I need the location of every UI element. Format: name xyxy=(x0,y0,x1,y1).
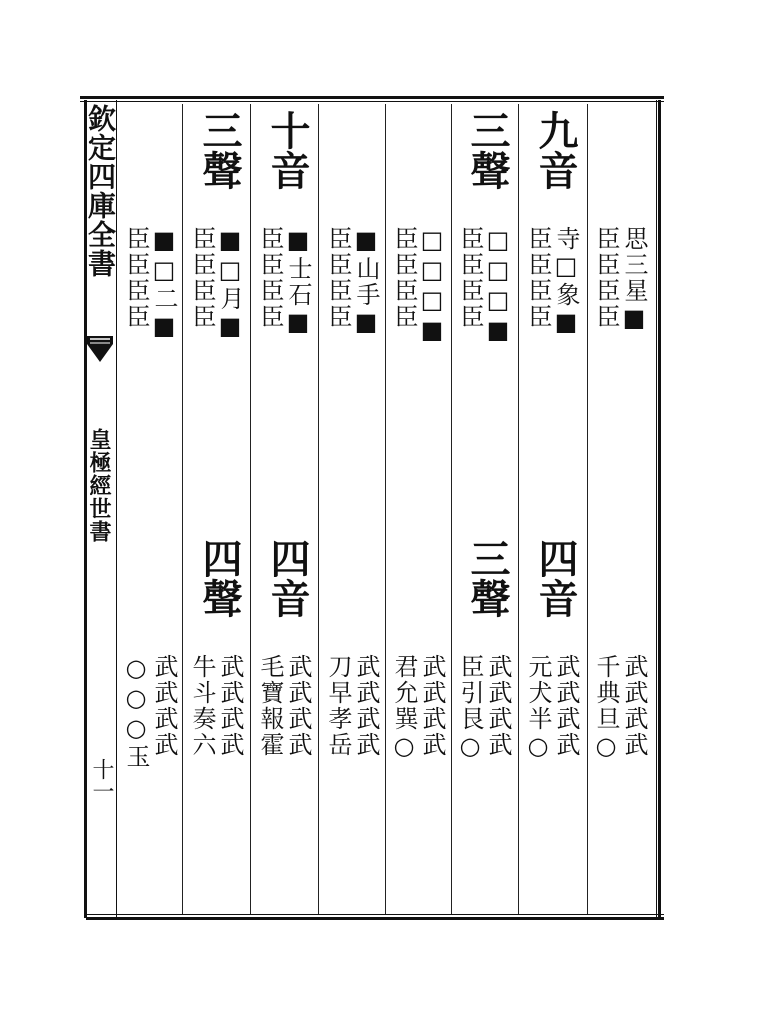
column-heading-top: 三聲 xyxy=(196,110,243,190)
lower-line-1: 武武武武 xyxy=(352,654,380,758)
fish-tail-mark-icon xyxy=(86,334,114,364)
margin-page-number: 十一 xyxy=(89,758,114,802)
lower-line-2: ○○○玉 xyxy=(122,654,150,770)
upper-line-1: ■山手■ xyxy=(352,226,380,338)
margin-title: 欽定四庫全書 xyxy=(84,104,117,278)
frame-right-border xyxy=(656,100,661,918)
column-heading-bottom: 三聲 xyxy=(464,538,511,618)
upper-line-1: 寺□象■ xyxy=(552,226,580,338)
frame-bottom-border xyxy=(86,914,664,920)
lower-line-2: 元犬半○ xyxy=(524,654,552,762)
upper-line-1: 思三星■ xyxy=(620,226,648,334)
column-heading-bottom: 四聲 xyxy=(196,538,243,618)
lower-line-2: 刀早孝岳 xyxy=(324,654,352,758)
upper-line-2: 臣臣臣臣 xyxy=(592,226,620,330)
upper-line-1: ■□月■ xyxy=(216,226,244,342)
lower-line-1: 武武武武 xyxy=(484,654,512,758)
column-heading-bottom: 四音 xyxy=(264,538,311,618)
upper-line-1: □□□■ xyxy=(484,226,512,346)
lower-line-2: 千典旦○ xyxy=(592,654,620,762)
lower-line-1: 武武武武 xyxy=(418,654,446,758)
upper-line-2: 臣臣臣臣 xyxy=(324,226,352,330)
lower-line-1: 武武武武 xyxy=(552,654,580,758)
column-heading-top: 十音 xyxy=(264,110,311,190)
upper-line-2: 臣臣臣臣 xyxy=(256,226,284,330)
column-heading-top: 九音 xyxy=(532,110,579,190)
upper-line-2: 臣臣臣臣 xyxy=(122,226,150,330)
lower-line-1: 武武武武 xyxy=(284,654,312,758)
upper-line-1: ■□二■ xyxy=(150,226,178,342)
lower-line-1: 武武武武 xyxy=(150,654,178,758)
lower-line-1: 武武武武 xyxy=(620,654,648,758)
upper-line-1: □□□■ xyxy=(418,226,446,346)
upper-line-1: ■士石■ xyxy=(284,226,312,338)
upper-line-2: 臣臣臣臣 xyxy=(390,226,418,330)
upper-line-2: 臣臣臣臣 xyxy=(456,226,484,330)
upper-line-2: 臣臣臣臣 xyxy=(524,226,552,330)
column-heading-top: 三聲 xyxy=(464,110,511,190)
lower-line-2: 臣引艮○ xyxy=(456,654,484,762)
lower-line-2: 牛斗奏六 xyxy=(188,654,216,758)
lower-line-2: 君允巽○ xyxy=(390,654,418,762)
lower-line-1: 武武武武 xyxy=(216,654,244,758)
margin-book-title: 皇極經世書 xyxy=(86,428,112,543)
lower-line-2: 毛寶報霍 xyxy=(256,654,284,758)
column-heading-bottom: 四音 xyxy=(532,538,579,618)
frame-top-border xyxy=(80,96,664,102)
upper-line-2: 臣臣臣臣 xyxy=(188,226,216,330)
